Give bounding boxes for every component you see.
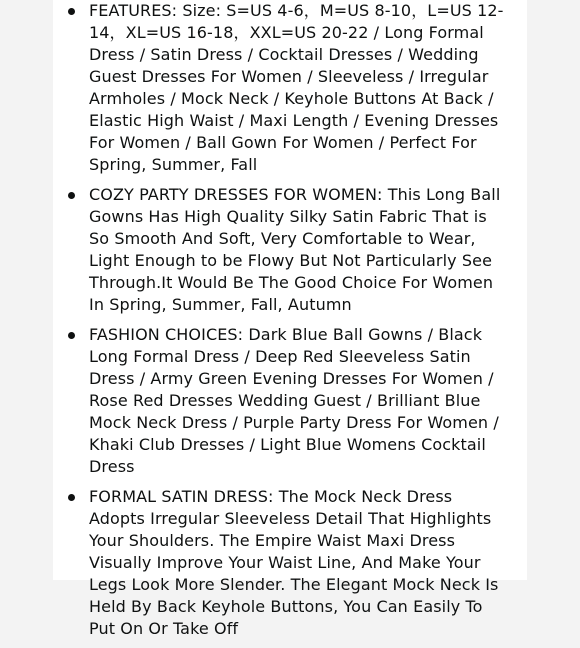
feature-bullet-text: FORMAL SATIN DRESS: The Mock Neck Dress Adopts Irregular Sleeveless Detail That Highlights Your Shoulders. The Empire Waist Maxi Dress Visually Improve Your Waist Line, And Make Your Legs Look More Slender. The Elegant Mock Neck Is Held By Back Keyhole Buttons, You Can Easily To Put On Or Take Off bbox=[89, 487, 499, 638]
product-description-panel bbox=[53, 0, 527, 638]
feature-bullet-list bbox=[53, 0, 527, 648]
feature-bullet-cozy-party bbox=[53, 184, 527, 316]
feature-bullet-text: FEATURES: Size: S=US 4-6，M=US 8-10，L=US 12-14，XL=US 16-18，XXL=US 20-22 / Long Formal Dress / Satin Dress / Cocktail Dresses / Wedding Guest Dresses For Women / Sleeveless / Irregular Armholes / Mock Neck / Keyhole Buttons At Back / Elastic High Waist / Maxi Length / Evening Dresses For Women / Ball Gown For Women / Perfect For Spring, Summer, Fall bbox=[89, 1, 504, 174]
bullet-dot-icon bbox=[68, 8, 75, 15]
feature-bullet-text: FASHION CHOICES: Dark Blue Ball Gowns / Black Long Formal Dress / Deep Red Sleeveless Satin Dress / Army Green Evening Dresses For Women / Rose Red Dresses Wedding Guest / Brilliant Blue Mock Neck Dress / Purple Party Dress For Women / Khaki Club Dresses / Light Blue Womens Cocktail Dress bbox=[89, 325, 499, 476]
feature-bullet-text: COZY PARTY DRESSES FOR WOMEN: This Long Ball Gowns Has High Quality Silky Satin Fabric That is So Smooth And Soft, Very Comfortable to Wear, Light Enough to be Flowy But Not Particularly See Through.It Would Be The Good Choice For Women In Spring, Summer, Fall, Autumn bbox=[89, 185, 501, 314]
feature-bullet-features bbox=[53, 0, 527, 176]
bullet-dot-icon bbox=[68, 332, 75, 339]
bullet-dot-icon bbox=[68, 192, 75, 199]
feature-bullet-fashion-choices bbox=[53, 324, 527, 478]
bullet-dot-icon bbox=[68, 494, 75, 501]
feature-bullet-formal-satin bbox=[53, 486, 527, 640]
